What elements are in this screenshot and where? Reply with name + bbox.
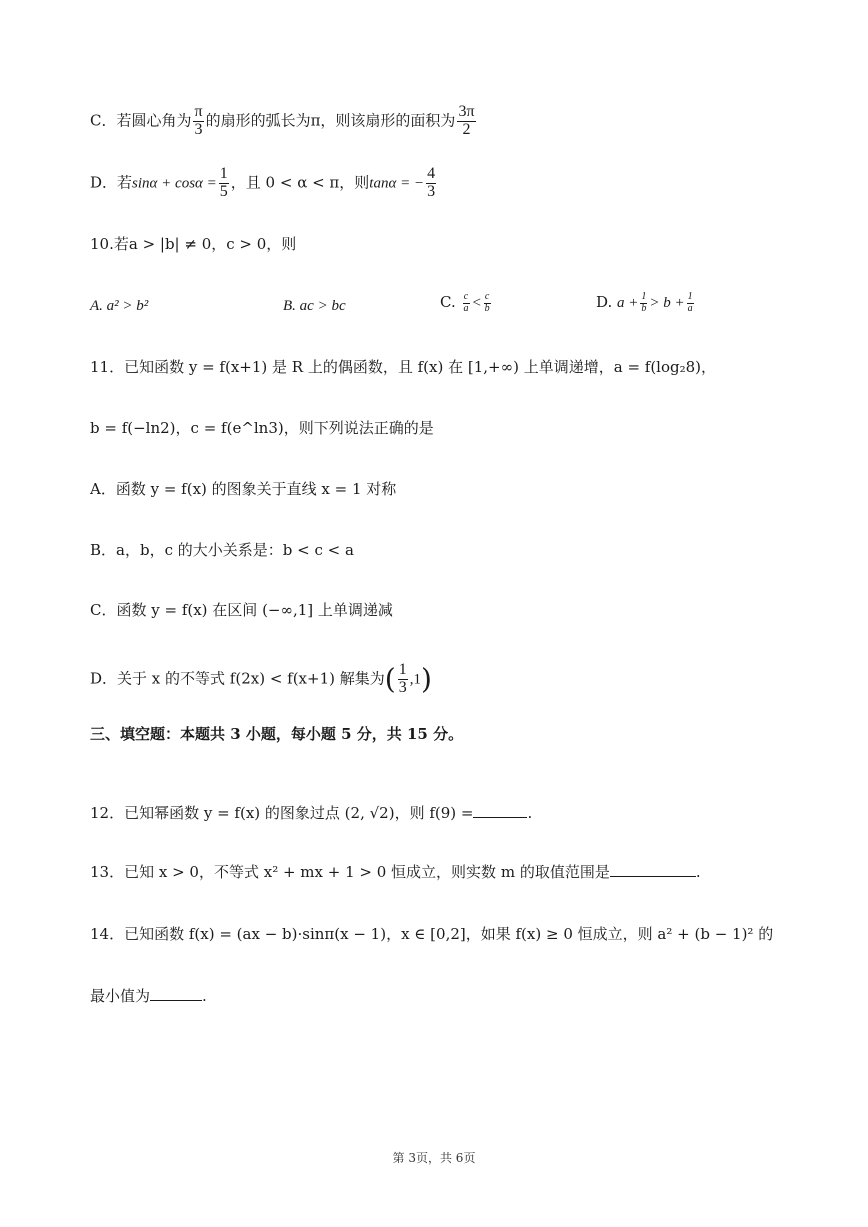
q14-text: 最小值为: [90, 987, 151, 1005]
q9-d-text-2: ，且 0 < α < π，则: [230, 173, 370, 192]
q10-option-a: A. a² > b²: [90, 298, 149, 314]
q9-d-text-1: D．若: [90, 173, 133, 192]
q10-c-fraction-2: $\frac{c}{b}$: [484, 291, 490, 314]
q14-line-2: 最小值为 .: [90, 987, 207, 1005]
q13-answer-blank[interactable]: [610, 862, 696, 877]
q10-d-fraction-2: $\frac{1}{a}$: [687, 291, 693, 314]
q9-c-text-2: 的扇形的弧长为π，则该扇形的面积为: [205, 111, 456, 130]
q10-option-d: D. a + $\frac{1}{b}$ > b + $\frac{1}{a}$: [596, 291, 693, 314]
q10-option-c: C. $\frac{c}{a}$ < $\frac{c}{b}$: [440, 291, 490, 314]
q9-option-c: [90, 104, 478, 139]
q11-option-d: D．关于 x 的不等式 f(2x) < f(x+1) 解集为( $\frac{1}{3}$ ,1): [90, 661, 432, 696]
q13-text: 13．已知 x > 0，不等式 x² + mx + 1 > 0 恒成立，则实数 m 的取值范围是: [90, 863, 610, 881]
q11-d-text: D．关于 x 的不等式 f(2x) < f(x+1) 解集为: [90, 669, 385, 688]
q10-d-fraction-1: $\frac{1}{b}$: [641, 291, 647, 314]
q11-stem-line-1: 11．已知函数 y = f(x+1) 是 R 上的偶函数，且 f(x) 在 [1,+∞) 上单调递增，a = f(log₂8)，: [90, 358, 717, 376]
q11-d-fraction: $\frac{1}{3}$: [398, 661, 407, 696]
q10-option-b: B. ac > bc: [283, 298, 346, 314]
q11-stem-line-2: b = f(−ln2)，c = f(e^ln3)，则下列说法正确的是: [90, 419, 434, 437]
page-footer: 第 3页，共 6页: [392, 1151, 476, 1165]
q9-c-fraction-2: $\frac{3\pi}{2}$: [458, 103, 475, 138]
q9-d-fraction-1: $\frac{1}{5}$: [219, 165, 228, 200]
q13: 13．已知 x > 0，不等式 x² + mx + 1 > 0 恒成立，则实数 m 的取值范围是 .: [90, 863, 701, 881]
q10-options: [0, 292, 868, 322]
q9-d-expression: sinα + cosα =: [132, 175, 217, 192]
q12-text: 12．已知幂函数 y = f(x) 的图象过点 (2, √2)，则 f(9) =: [90, 804, 474, 822]
q11-option-b: B．a，b，c 的大小关系是：b < c < a: [90, 541, 354, 559]
q11-option-a: A．函数 y = f(x) 的图象关于直线 x = 1 对称: [90, 480, 397, 498]
q11-option-c: C．函数 y = f(x) 在区间 (−∞,1] 上单调递减: [90, 601, 393, 619]
q10-stem: 10.若a > |b| ≠ 0，c > 0，则: [90, 235, 297, 253]
q9-c-fraction-1: $\frac{\pi}{3}$: [194, 103, 203, 138]
q12-answer-blank[interactable]: [473, 803, 527, 818]
q10-c-fraction-1: $\frac{c}{a}$: [463, 291, 469, 314]
q14-answer-blank[interactable]: [150, 986, 202, 1001]
q9-c-text-1: C．若圆心角为: [90, 111, 192, 130]
q9-d-tan: tanα = −: [369, 175, 425, 192]
q9-option-d: [90, 166, 438, 201]
q12: 12．已知幂函数 y = f(x) 的图象过点 (2, √2)，则 f(9) = .: [90, 804, 533, 822]
q9-d-fraction-2: $\frac{4}{3}$: [427, 165, 436, 200]
section-3-heading: 三、填空题：本题共 3 小题，每小题 5 分，共 15 分。: [90, 725, 464, 743]
q14-line-1: 14．已知函数 f(x) = (ax − b)·sinπ(x − 1)，x ∈ [0,2]，如果 f(x) ≥ 0 恒成立，则 a² + (b − 1)² 的: [90, 925, 774, 943]
